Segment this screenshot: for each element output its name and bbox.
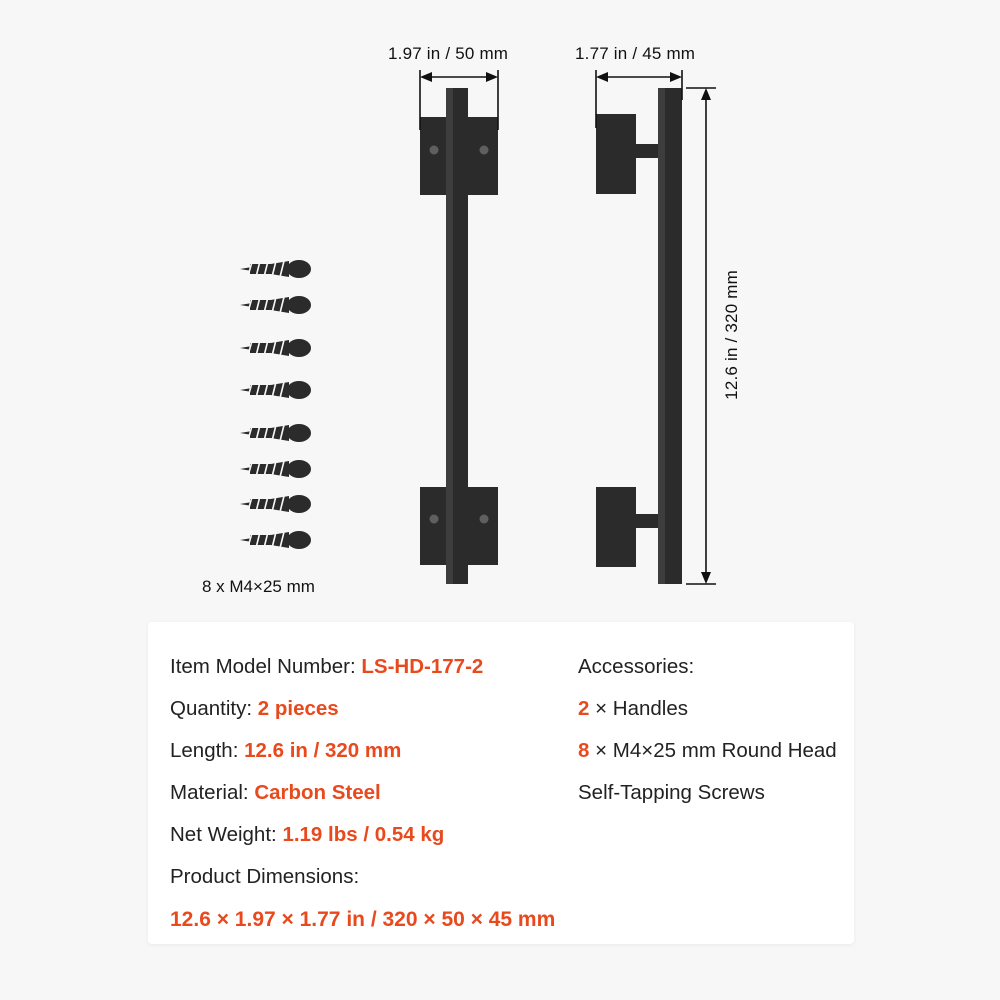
- spec-label-model: Item Model Number:: [170, 655, 356, 678]
- dimension-label-length: 12.6 in / 320 mm: [722, 270, 741, 400]
- screws-group: [240, 260, 311, 549]
- accessories-list: [568, 646, 854, 944]
- handle-front-view: [420, 88, 498, 584]
- accessory-name-screws: M4×25 mm Round Head Self-Tapping Screws: [578, 739, 837, 804]
- spec-row-length: [170, 730, 568, 772]
- accessory-qty-handles: 2: [578, 697, 590, 720]
- spec-row-product-dimensions-label: [170, 856, 568, 898]
- dimension-label-width-front: 1.97 in / 50 mm: [388, 44, 509, 63]
- spec-value-model: LS-HD-177-2: [361, 655, 484, 678]
- accessory-name-handles: Handles: [612, 697, 689, 720]
- accessories-title: Accessories:: [578, 655, 695, 678]
- spec-value-length: 12.6 in / 320 mm: [244, 739, 402, 762]
- dimension-length: [686, 88, 716, 584]
- spec-value-quantity: 2 pieces: [257, 697, 339, 720]
- spec-row-material: [170, 772, 568, 814]
- spec-value-product-dimensions: 12.6 × 1.97 × 1.77 in / 320 × 50 × 45 mm: [170, 908, 556, 931]
- spec-list: [148, 646, 568, 944]
- spec-label-net-weight: Net Weight:: [170, 823, 277, 846]
- accessory-row-handles: [578, 688, 854, 730]
- spec-row-model: [170, 646, 568, 688]
- dimension-label-width-side: 1.77 in / 45 mm: [575, 44, 696, 63]
- spec-label-material: Material:: [170, 781, 249, 804]
- accessory-qty-screws: 8: [578, 739, 590, 762]
- spec-label-quantity: Quantity:: [170, 697, 253, 720]
- accessory-row-screws: [578, 730, 848, 814]
- spec-value-material: Carbon Steel: [254, 781, 381, 804]
- accessory-separator-handles: ×: [595, 697, 608, 720]
- spec-value-net-weight: 1.19 lbs / 0.54 kg: [282, 823, 445, 846]
- handle-side-view: [596, 88, 682, 584]
- screws-label: 8 x M4×25 mm: [202, 577, 315, 596]
- specification-card: [148, 622, 854, 944]
- spec-row-net-weight: [170, 814, 568, 856]
- accessory-separator-screws: ×: [595, 739, 608, 762]
- spec-row-quantity: [170, 688, 568, 730]
- spec-label-length: Length:: [170, 739, 239, 762]
- spec-label-product-dimensions: Product Dimensions:: [170, 865, 360, 888]
